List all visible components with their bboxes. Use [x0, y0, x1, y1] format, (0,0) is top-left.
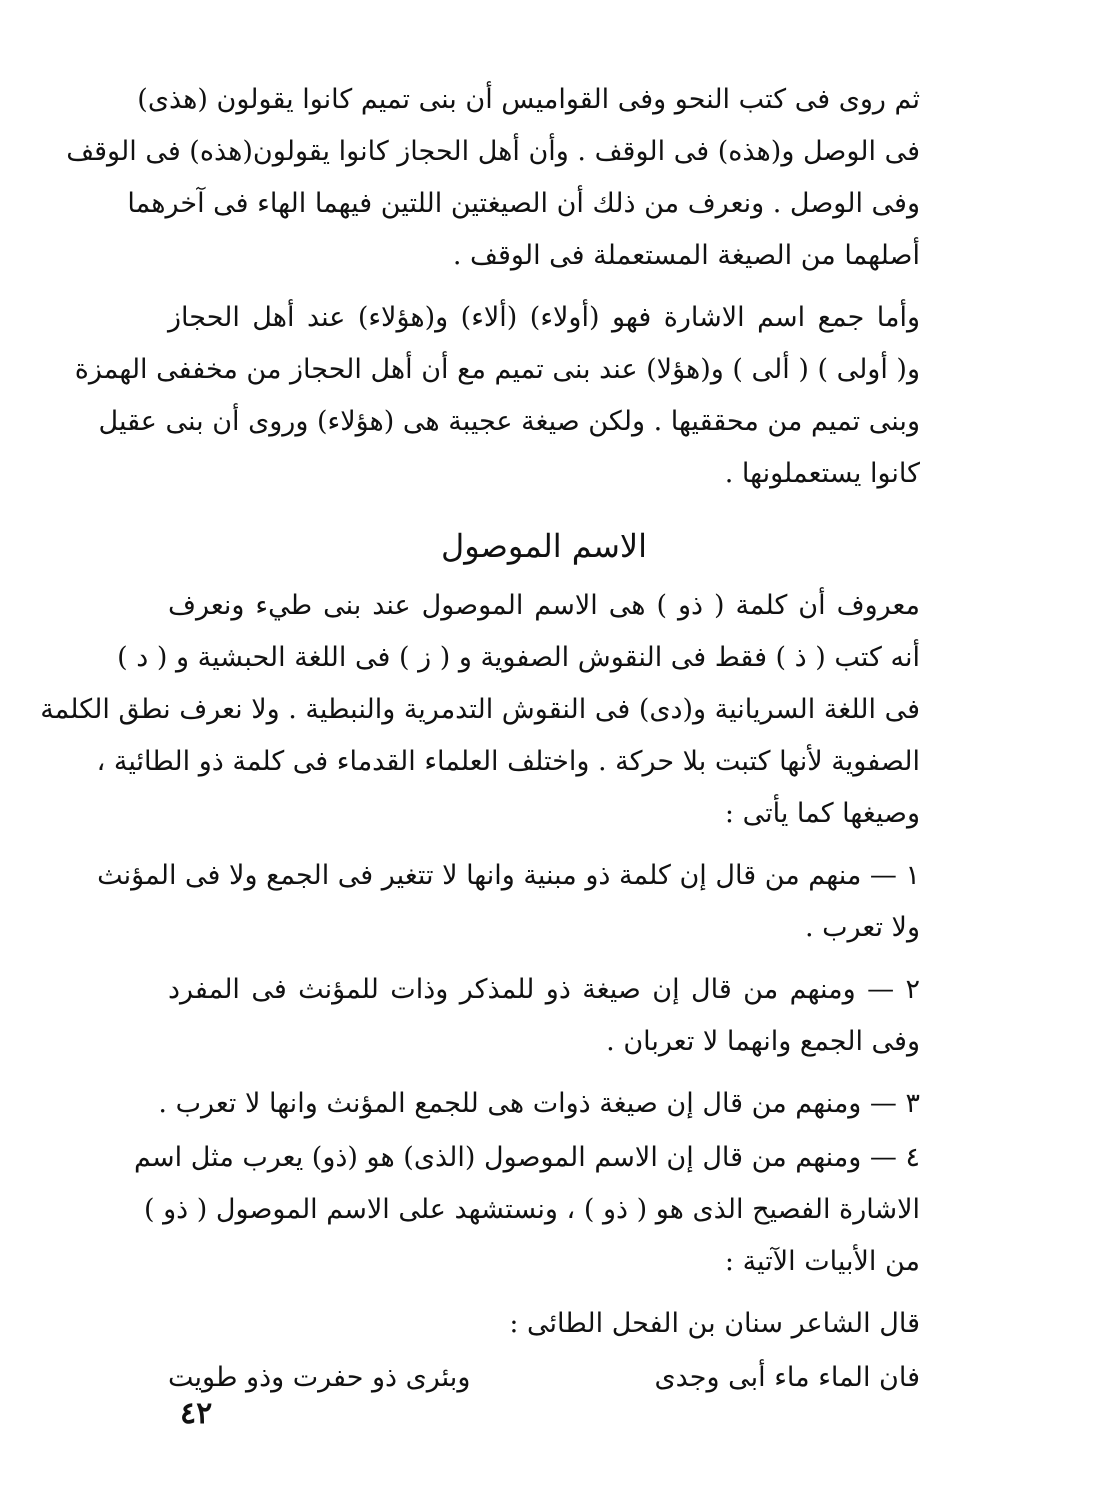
text-line: قال الشاعر سنان بن الفحل الطائى : [509, 1308, 920, 1339]
page-body [40, 80, 920, 1420]
section-heading: الاسم الموصول [440, 527, 648, 565]
list-item-1 [97, 856, 920, 960]
poet-intro [168, 1304, 920, 1356]
text-line: معروف أن كلمة ( ذو ) هى الاسم الموصول عند بنى طيء ونعرف [168, 590, 920, 621]
poem-verse [168, 1358, 920, 1410]
text-line: أصلهما من الصيغة المستعملة فى الوقف . [452, 240, 920, 271]
text-line: ٤ — ومنهم من قال إن الاسم الموصول (الذى) هو (ذو) يعرب مثل اسم [134, 1142, 920, 1173]
page-number: ٤٢ [180, 1396, 213, 1431]
text-line: ٢ — ومنهم من قال إن صيغة ذو للمذكر وذات للمؤنث فى المفرد [168, 974, 920, 1005]
text-line: فى اللغة السريانية و(دى) فى النقوش التدمرية والنبطية . ولا نعرف نطق الكلمة [40, 694, 920, 725]
text-line: و( أولى ) ( ألى ) و(هؤلا) عند بنى تميم مع أن أهل الحجاز من مخففى الهمزة [74, 354, 920, 385]
text-line: كانوا يستعملونها . [724, 458, 920, 489]
text-line: وفى الجمع وانهما لا تعربان . [606, 1026, 920, 1057]
text-line: ١ — منهم من قال إن كلمة ذو مبنية وانها لا تتغير فى الجمع ولا فى المؤنث [97, 860, 920, 891]
paragraph-3 [40, 586, 920, 846]
text-line: فى الوصل و(هذه) فى الوقف . وأن أهل الحجاز كانوا يقولون(هذه) فى الوقف [66, 136, 920, 167]
text-line: الاشارة الفصيح الذى هو ( ذو ) ، ونستشهد على الاسم الموصول ( ذو ) [144, 1194, 920, 1225]
text-line: ولا تعرب . [804, 912, 920, 943]
list-item-3 [158, 1084, 920, 1136]
text-line: ثم روى فى كتب النحو وفى القواميس أن بنى تميم كانوا يقولون (هذى) [137, 84, 920, 115]
text-line: وبنى تميم من محققيها . ولكن صيغة عجيبة هى (هؤلاء) وروى أن بنى عقيل [98, 406, 920, 437]
paragraph-2 [74, 298, 920, 506]
list-item-4 [134, 1138, 920, 1294]
text-line: أنه كتب ( ذ ) فقط فى النقوش الصفوية و ( ز ) فى اللغة الحبشية و ( د ) [117, 642, 920, 673]
verse-first-hemistich: فان الماء ماء أبى وجدى [654, 1362, 920, 1393]
paragraph-1 [66, 80, 920, 288]
text-line: ٣ — ومنهم من قال إن صيغة ذوات هى للجمع المؤنث وانها لا تعرب . [158, 1088, 920, 1119]
text-line: وأما جمع اسم الاشارة فهو (أولاء) (ألاء) و(هؤلاء) عند أهل الحجاز [168, 302, 920, 333]
text-line: الصفوية لأنها كتبت بلا حركة . واختلف العلماء القدماء فى كلمة ذو الطائية ، [96, 746, 920, 777]
text-line: وفى الوصل . ونعرف من ذلك أن الصيغتين اللتين فيهما الهاء فى آخرهما [127, 188, 920, 219]
text-line: وصيغها كما يأتى : [724, 798, 920, 829]
text-line: من الأبيات الآتية : [724, 1246, 920, 1277]
list-item-2 [168, 970, 920, 1074]
verse-second-hemistich: وبئرى ذو حفرت وذو طويت [168, 1362, 471, 1393]
